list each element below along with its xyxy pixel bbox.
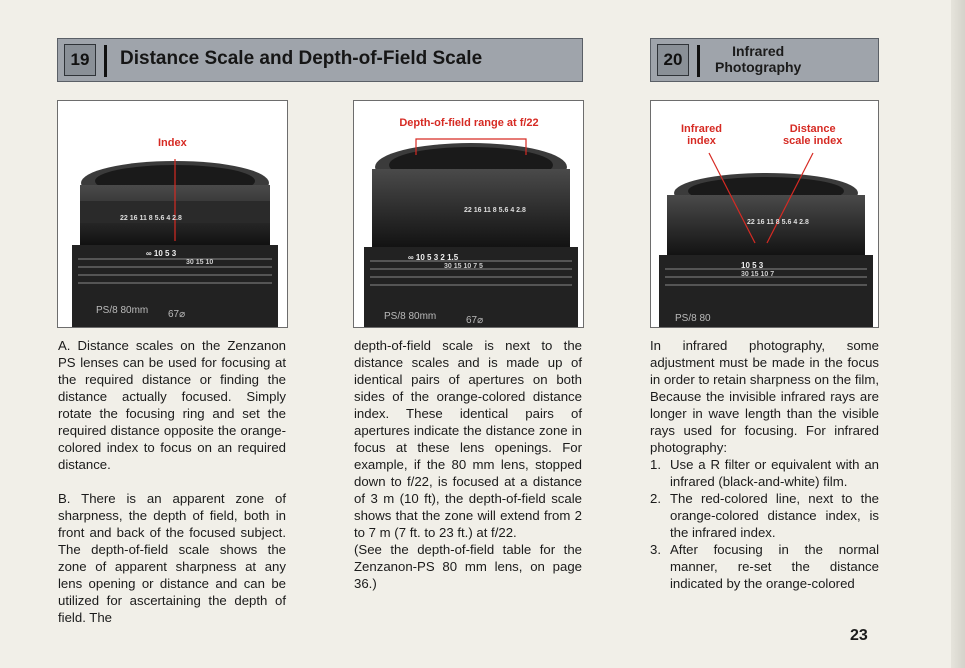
paragraph-a: A. Distance scales on the Zenzanon PS lenses can be used for focusing at the required distance or finding the distance actually focused. Simply rotate the focusing ring and set the required distance opposite the orange-colored index to focus on an required distance. <box>58 338 286 472</box>
section-title <box>715 43 801 75</box>
section-header-20 <box>650 38 879 82</box>
list-item <box>650 541 879 592</box>
infrared-index-label-line1: Infrared <box>681 123 722 135</box>
section-number: 19 <box>64 44 96 76</box>
distance-scale-index-label-line1: Distance <box>789 123 836 135</box>
list-item <box>650 456 879 490</box>
paragraph-b: B. There is an apparent zone of sharpness, the depth of field, both in front and back of the focused subject. The depth-of-field scale shows the zone of apparent sharpness at any lens opening or distance and can be utilized for ascertaining the depth of field. The <box>58 491 286 625</box>
text-column-3 <box>650 337 879 592</box>
lens-engraving: PS/8 80 <box>675 313 711 324</box>
section-header-19 <box>57 38 583 82</box>
section-title-line1: Infrared <box>732 43 785 59</box>
list-item <box>650 490 879 541</box>
distance-scale: ∞ 10 5 3 <box>146 249 177 258</box>
paragraph-dof: depth-of-field scale is next to the distance scales and is made up of identical pairs of apertures on both sides of the orange-colored distance index. These identical pairs of apertures indicate the distance zone in focus at these lens openings. For example, if the 80 mm lens, stopped down to f/22, is focused at a distance of 3 m (10 ft), the depth-of-field scale shows that the zone will extend from 2 to 7 m (7 ft. to 23 ft.) at f/22. <box>354 338 582 540</box>
list-item-number: 2. <box>650 491 661 506</box>
lens-photo-infrared <box>650 100 879 328</box>
infrared-steps <box>650 456 879 592</box>
text-column-2 <box>354 337 582 592</box>
lens-engraving: PS/8 80mm <box>96 305 149 316</box>
dof-range-label: Depth-of-field range at f/22 <box>399 117 539 129</box>
section-title-line2: Photography <box>715 59 802 75</box>
index-label: Index <box>158 137 187 149</box>
lens-illustration <box>354 101 584 328</box>
distance-scale: 10 5 3 <box>741 261 764 270</box>
distance-scale-feet: 30 15 10 <box>186 259 214 266</box>
section-title: Distance Scale and Depth-of-Field Scale <box>120 48 483 69</box>
page-edge <box>951 0 965 668</box>
list-item-text: The red-colored line, next to the orange-colored distance index, is the infrared index. <box>670 491 879 540</box>
list-item-text: After focusing in the normal manner, re-set the distance indicated by the orange-colored <box>670 542 879 591</box>
aperture-scale: 22 16 11 8 5.6 4 2.8 <box>747 219 809 226</box>
aperture-scale: 22 16 11 8 5.6 4 2.8 <box>464 207 526 214</box>
filter-size: 67⌀ <box>466 315 484 326</box>
page-number: 23 <box>850 627 868 644</box>
distance-scale-index-label <box>783 123 842 147</box>
distance-scale-feet: 30 15 10 7 <box>741 271 775 278</box>
section-number: 20 <box>657 44 689 76</box>
infrared-index-label-line2: index <box>687 135 716 147</box>
lens-photo-index <box>57 100 288 328</box>
distance-scale-feet: 30 15 10 7 5 <box>444 263 483 270</box>
infrared-index-label <box>681 123 722 147</box>
text-column-1 <box>58 337 286 626</box>
distance-scale: ∞ 10 5 3 2 1.5 <box>408 253 459 262</box>
list-item-text: Use a R filter or equivalent with an infrared (black-and-white) film. <box>670 457 879 489</box>
lens-engraving: PS/8 80mm <box>384 311 437 322</box>
aperture-scale: 22 16 11 8 5.6 4 2.8 <box>120 215 182 222</box>
paragraph-see-table: (See the depth-of-field table for the Zenzanon-PS 80 mm lens, on page 36.) <box>354 542 582 591</box>
filter-size: 67⌀ <box>168 309 186 320</box>
distance-scale-index-label-line2: scale index <box>783 135 843 147</box>
lens-photo-dof <box>353 100 584 328</box>
paragraph-infrared-intro: In infrared photography, some adjustment must be made in the focus in order to retain sharpness on the film, Because the invisible infrared rays are longer in wave length than the visible rays used for focusing. For infrared photography: <box>650 338 879 455</box>
header-divider <box>697 45 700 77</box>
list-item-number: 3. <box>650 542 661 557</box>
list-item-number: 1. <box>650 457 661 472</box>
header-divider <box>104 45 107 77</box>
